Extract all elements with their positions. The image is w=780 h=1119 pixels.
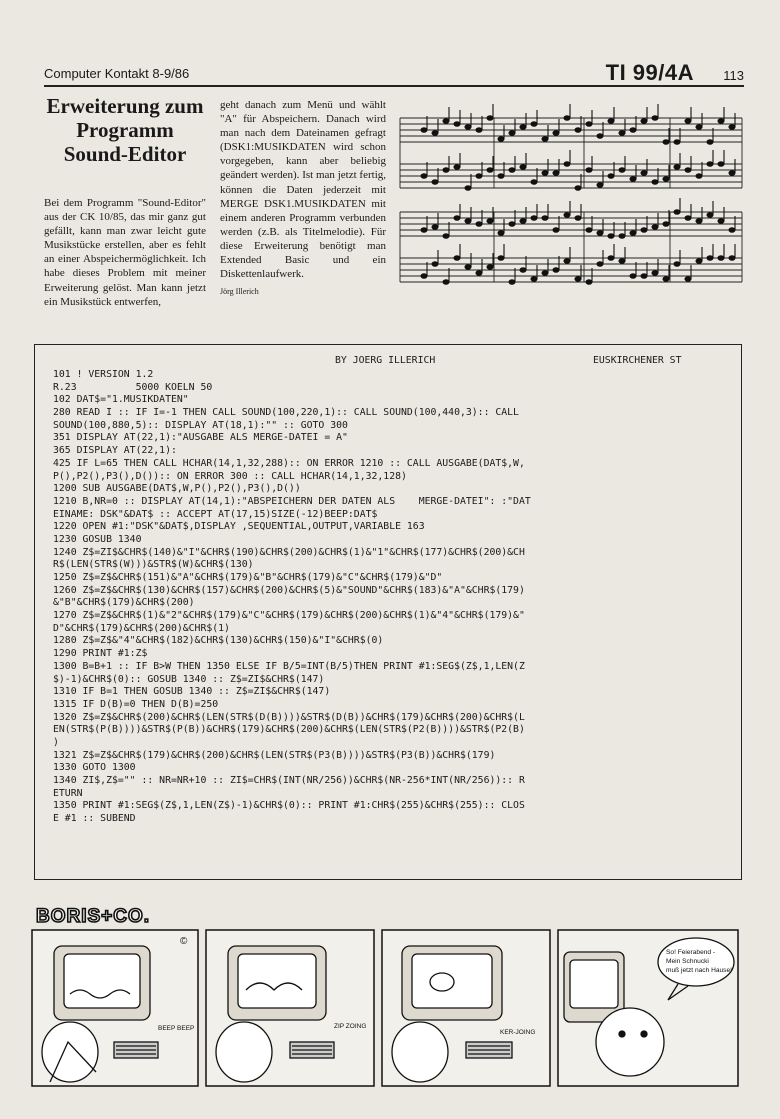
- comic-sound-beep: BEEP BEEP: [158, 1025, 195, 1032]
- comic-strip: [30, 902, 742, 1088]
- system-name: TI 99/4A: [605, 60, 694, 85]
- comic-title: BORIS+CO.: [36, 906, 151, 927]
- code-line: P(),P2(),P3(),D()):: ON ERROR 300 :: CALL HCHAR(14,1,32,128): [53, 470, 407, 482]
- code-line: 365 DISPLAY AT(22,1):: [53, 445, 177, 457]
- code-line: R.23 5000 KOELN 50: [53, 381, 213, 393]
- code-line: SOUND(100,880,5):: DISPLAY AT(18,1):"" :: GOTO 300: [53, 419, 348, 431]
- code-line: EN(STR$(P(B))))&STR$(P(B))&CHR$(179)&CHR$(200)&CHR$(LEN(STR$(P2(B))))&STR$(P2(B): [53, 724, 525, 736]
- code-line: 1220 OPEN #1:"DSK"&DAT$,DISPLAY ,SEQUENTIAL,OUTPUT,VARIABLE 163: [53, 521, 425, 533]
- code-line: ): [53, 736, 59, 748]
- article-column-1: Bei dem Programm "Sound-Editor" aus der CK 10/85, das mir ganz gut gefällt, kann man zwar leicht gute Musikstücke erstellen, aber es fehlt an einer Abspeichermöglichkeit. Ich habe dieses Problem mit meiner Erweiterung gelöst. Man kann jetzt ein Musikstück entwerfen,: [44, 197, 206, 308]
- code-line: ETURN: [53, 787, 83, 799]
- code-line: 1340 ZI$,Z$="" :: NR=NR+10 :: ZI$=CHR$(INT(NR/256))&CHR$(NR-256*INT(NR/256)):: R: [53, 775, 525, 786]
- sheet-music-image: [398, 100, 744, 326]
- code-line: &"B"&CHR$(179)&CHR$(200): [53, 597, 195, 609]
- comic-sound-ker: KER-JOING: [500, 1029, 536, 1036]
- code-line: E #1 :: SUBEND: [53, 813, 136, 825]
- code-line: 1270 Z$=Z$&CHR$(1)&"2"&CHR$(179)&"C"&CHR$(179)&CHR$(200)&CHR$(1)&"4"&CHR$(179)&": [53, 610, 525, 622]
- code-line: 1200 SUB AUSGABE(DAT$,W,P(),P2(),P3(),D()): [53, 483, 301, 495]
- article-column-2-text: geht danach zum Menü und wählt "A" für Abspeichern. Danach wird man nach dem Dateinamen gefragt (DSK1:MUSIKDATEN wird schon vorgegeben, kann aber beliebig geändert werden). Ist man jetzt fertig, können die Daten jederzeit mit MERGE DSK1.MUSIKDATEN mit einem anderen Programm verbunden werden (z.B. als Titelmelodie). Für diese Erweiterung benötigt man Extended Basic und ein Diskettenlaufwerk.: [220, 99, 386, 281]
- article-title: Erweiterung zum Programm Sound-Editor: [46, 94, 204, 166]
- code-line: 102 DAT$="1.MUSIKDATEN": [53, 394, 189, 406]
- code-line: D"&CHR$(179)&CHR$(200)&CHR$(1): [53, 622, 230, 634]
- code-line: 1321 Z$=Z$&CHR$(179)&CHR$(200)&CHR$(LEN(STR$(P3(B))))&STR$(P3(B))&CHR$(179): [53, 749, 496, 761]
- listing-author: BY JOERG ILLERICH: [335, 355, 436, 366]
- code-lines: [53, 369, 733, 826]
- code-line: 1230 GOSUB 1340: [53, 533, 142, 545]
- code-line: 425 IF L=65 THEN CALL HCHAR(14,1,32,288):: ON ERROR 1210 :: CALL AUSGABE(DAT$,W,: [53, 457, 525, 469]
- header-rule: [44, 85, 744, 87]
- code-line: 1260 Z$=Z$&CHR$(130)&CHR$(157)&CHR$(200)&CHR$(5)&"SOUND"&CHR$(183)&"A"&CHR$(179): [53, 584, 525, 596]
- comic-sound-zip: ZIP ZOING: [334, 1023, 367, 1030]
- page-number: 113: [723, 68, 744, 83]
- code-line: 1250 Z$=Z$&CHR$(151)&"A"&CHR$(179)&"B"&CHR$(179)&"C"&CHR$(179)&"D": [53, 572, 443, 583]
- code-line: 1210 B,NR=0 :: DISPLAY AT(14,1):"ABSPEICHERN DER DATEN ALS MERGE-DATEI": :"DAT: [53, 495, 531, 507]
- code-line: EINAME: DSK"&DAT$ :: ACCEPT AT(17,15)SIZE(-12)BEEP:DAT$: [53, 508, 378, 520]
- listing-street: EUSKIRCHENER ST: [593, 355, 682, 366]
- comic-copyright: ©: [180, 936, 188, 947]
- code-line: 1315 IF D(B)=0 THEN D(B)=250: [53, 698, 219, 710]
- code-line: 1350 PRINT #1:SEG$(Z$,1,LEN(Z$)-1)&CHR$(0):: PRINT #1:CHR$(255)&CHR$(255):: CLOS: [53, 800, 525, 812]
- comic-speech: So! Feierabend - Mein Schnucki muß jetzt nach Hause!: [666, 949, 732, 974]
- magazine-issue: Computer Kontakt 8-9/86: [44, 66, 190, 81]
- article-column-2: [220, 98, 386, 299]
- code-line: 351 DISPLAY AT(22,1):"AUSGABE ALS MERGE-DATEI = A": [53, 432, 348, 444]
- code-line: R$(LEN(STR$(W)))&STR$(W)&CHR$(130): [53, 559, 254, 571]
- code-line: 1300 B=B+1 :: IF B>W THEN 1350 ELSE IF B/5=INT(B/5)THEN PRINT #1:SEG$(Z$,1,LEN(Z: [53, 660, 525, 672]
- code-line: 1240 Z$=ZI$&CHR$(140)&"I"&CHR$(190)&CHR$(200)&CHR$(1)&"1"&CHR$(177)&CHR$(200)&CH: [53, 546, 525, 558]
- code-line: 280 READ I :: IF I=-1 THEN CALL SOUND(100,220,1):: CALL SOUND(100,440,3):: CALL: [53, 407, 519, 419]
- code-line: 101 ! VERSION 1.2: [53, 369, 154, 380]
- code-line: 1330 GOTO 1300: [53, 762, 136, 774]
- code-line: $)-1)&CHR$(0):: GOSUB 1340 :: Z$=ZI$&CHR$(147): [53, 673, 325, 685]
- code-line: 1320 Z$=Z$&CHR$(200)&CHR$(LEN(STR$(D(B))))&STR$(D(B))&CHR$(179)&CHR$(200)&CHR$(L: [53, 711, 525, 723]
- code-line: 1290 PRINT #1:Z$: [53, 648, 148, 660]
- article-author: Jörg Illerich: [220, 287, 259, 297]
- code-line: 1310 IF B=1 THEN GOSUB 1340 :: Z$=ZI$&CHR$(147): [53, 686, 331, 698]
- code-line: 1280 Z$=Z$&"4"&CHR$(182)&CHR$(130)&CHR$(150)&"I"&CHR$(0): [53, 635, 384, 647]
- program-listing: [34, 344, 742, 880]
